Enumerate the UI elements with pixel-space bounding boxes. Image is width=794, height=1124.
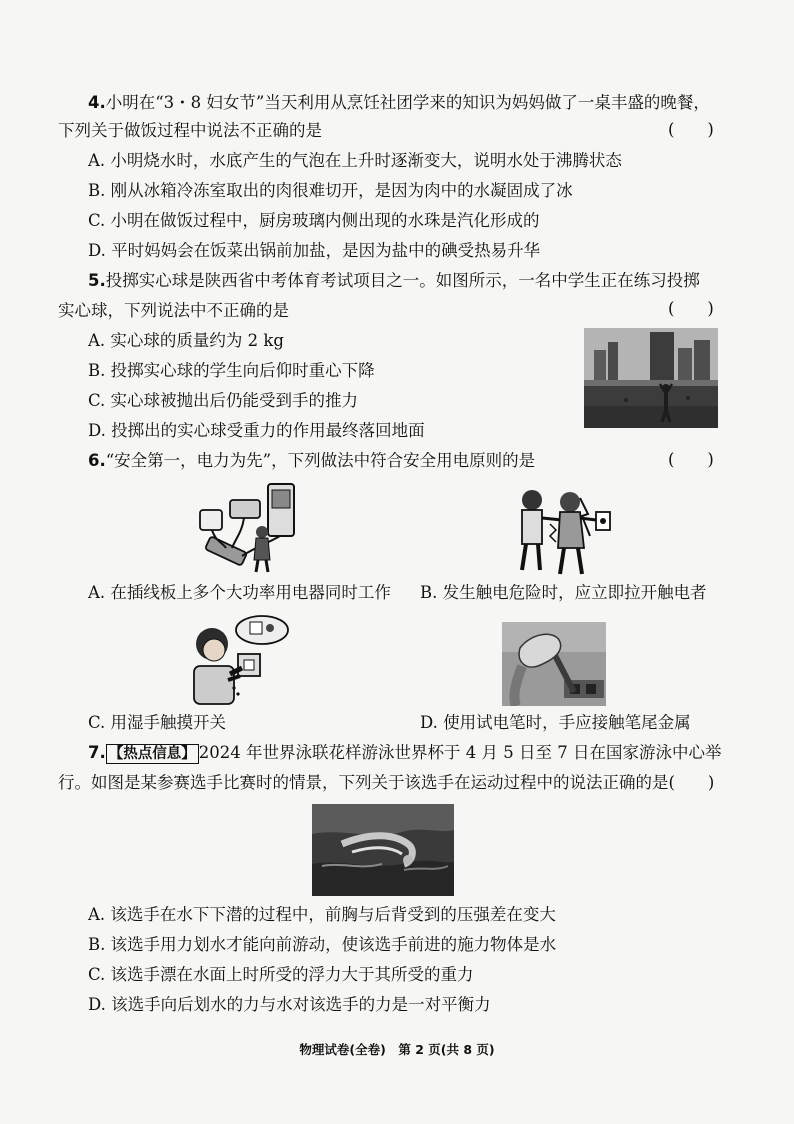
q7-option-d: D. 该选手向后划水的力与水对该选手的力是一对平衡力: [88, 995, 491, 1014]
hot-info-tag: 【热点信息】: [106, 744, 199, 764]
q4-number: 4.: [88, 93, 106, 112]
q5-stem-line2: 实心球，下列说法中不正确的是: [58, 301, 289, 320]
q5-option-a: A. 实心球的质量约为 2 kg: [88, 331, 284, 350]
q5-stem-line1: [88, 270, 700, 292]
page-footer: 物理试卷(全卷) 第 2 页(共 8 页): [299, 1042, 495, 1057]
q6-option-b: B. 发生触电危险时，应立即拉开触电者: [420, 583, 707, 602]
swimmer-photo: [312, 804, 454, 896]
q6-option-c: C. 用湿手触摸开关: [88, 713, 227, 732]
electrocution-rescue-illustration: [510, 484, 614, 578]
q6-answer-bracket: ( ): [668, 450, 714, 469]
q7-option-b: B. 该选手用力划水才能向前游动，使该选手前进的施力物体是水: [88, 935, 557, 954]
wet-hand-switch-illustration: [182, 614, 292, 706]
q5-answer-bracket: ( ): [668, 299, 714, 318]
q7-option-c: C. 该选手漂在水面上时所受的浮力大于其所受的重力: [88, 965, 474, 984]
q5-number: 5.: [88, 271, 106, 290]
q7-stem-text1: 2024 年世界泳联花样游泳世界杯于 4 月 5 日至 7 日在国家游泳中心举: [198, 743, 722, 762]
q6-option-d: D. 使用试电笔时，手应接触笔尾金属: [420, 713, 691, 732]
shot-put-photo: [584, 328, 718, 428]
test-pen-photo: [502, 622, 606, 706]
power-strip-illustration: [196, 482, 306, 574]
q6-stem-text: “安全第一，电力为先”，下列做法中符合安全用电原则的是: [105, 451, 536, 470]
q7-number: 7.: [88, 743, 106, 762]
q5-option-d: D. 投掷出的实心球受重力的作用最终落回地面: [88, 421, 425, 440]
q7-stem-line1: [88, 742, 721, 764]
q4-stem-text1: 小明在“3・8 妇女节”当天利用从烹饪社团学来的知识为妈妈做了一桌丰盛的晚餐，: [105, 93, 710, 112]
q6-stem: [88, 450, 535, 472]
q4-stem-line2: 下列关于做饭过程中说法不正确的是: [58, 121, 322, 140]
q4-answer-bracket: ( ): [668, 120, 714, 139]
q5-option-c: C. 实心球被抛出后仍能受到手的推力: [88, 391, 359, 410]
q6-number: 6.: [88, 451, 106, 470]
q6-option-a: A. 在插线板上多个大功率用电器同时工作: [88, 583, 391, 602]
q4-option-b: B. 刚从冰箱冷冻室取出的肉很难切开，是因为肉中的水凝固成了冰: [88, 181, 573, 200]
q5-option-b: B. 投掷实心球的学生向后仰时重心下降: [88, 361, 375, 380]
q4-option-d: D. 平时妈妈会在饭菜出锅前加盐，是因为盐中的碘受热易升华: [88, 241, 541, 260]
q4-option-c: C. 小明在做饭过程中，厨房玻璃内侧出现的水珠是汽化形成的: [88, 211, 540, 230]
q4-option-a: A. 小明烧水时，水底产生的气泡在上升时逐渐变大，说明水处于沸腾状态: [88, 151, 622, 170]
q7-stem-line2: 行。如图是某参赛选手比赛时的情景，下列关于该选手在运动过程中的说法正确的是( ): [58, 773, 715, 792]
q4-stem-line1: [88, 92, 710, 114]
q7-option-a: A. 该选手在水下下潜的过程中，前胸与后背受到的压强差在变大: [88, 905, 556, 924]
q5-stem-text1: 投掷实心球是陕西省中考体育考试项目之一。如图所示，一名中学生正在练习投掷: [105, 271, 700, 290]
